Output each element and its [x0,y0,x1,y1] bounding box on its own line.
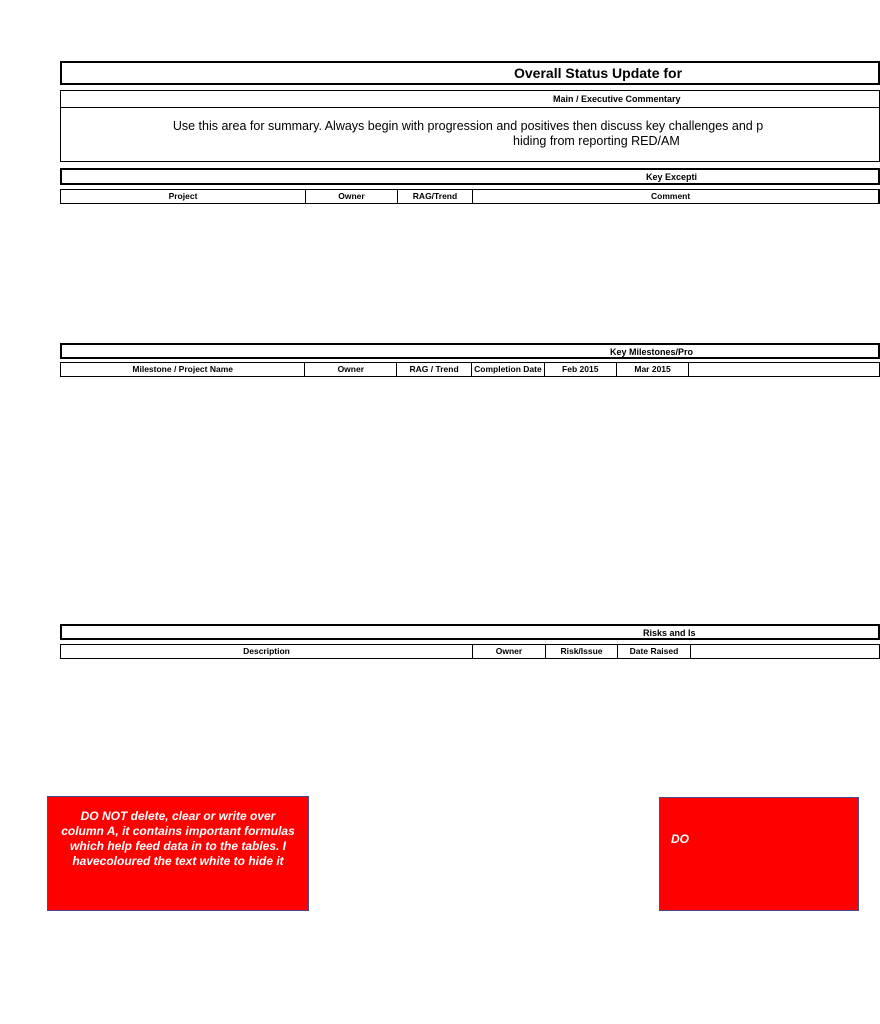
summary-text [73,119,863,149]
risks-label-band [60,624,880,640]
summary-area[interactable] [60,107,880,162]
title-band [60,61,880,85]
comment-header-label: Comment [651,191,691,201]
warning-text: DO NOT delete, clear or write over column A, it contains important formulas which help feed data in to the tables. I havecoloured the text white to hide it [61,809,295,868]
commentary-label: Main / Executive Commentary [553,94,681,104]
column-header-blank [691,645,879,658]
page-title: Overall Status Update for [514,65,683,81]
column-header-feb-2015: Feb 2015 [545,363,617,376]
warning-text: DO [671,832,689,846]
summary-line-2: hiding from reporting RED/AM [513,134,680,148]
exceptions-label: Key Excepti [646,172,698,182]
column-a-warning-note [47,796,309,911]
risks-header-row [60,644,880,659]
milestones-label-band [60,343,880,359]
column-header-mar-2015: Mar 2015 [617,363,690,376]
column-header-description: Description [61,645,473,658]
exceptions-header-row [60,189,880,204]
column-header-date-raised: Date Raised [618,645,691,658]
column-header-project: Project [61,190,306,203]
summary-line-1: Use this area for summary. Always begin with progression and positives then discuss key challenges and p [172,119,764,133]
column-header-rag-trend: RAG/Trend [398,190,473,203]
column-header-owner: Owner [305,363,397,376]
column-header-rag-trend: RAG / Trend [397,363,472,376]
commentary-label-band [60,90,880,108]
column-header-completion-date: Completion Date [472,363,545,376]
risks-label: Risks and Is [643,628,696,638]
milestones-label: Key Milestones/Pro [610,347,694,357]
milestones-header-row [60,362,880,377]
column-header-comment [473,190,879,203]
column-header-owner: Owner [473,645,546,658]
column-header-risk-issue: Risk/Issue [546,645,618,658]
column-header-owner: Owner [306,190,398,203]
column-header-blank [689,363,879,376]
exceptions-label-band [60,168,880,185]
column-header-milestone-name: Milestone / Project Name [61,363,305,376]
right-warning-note [659,797,859,911]
